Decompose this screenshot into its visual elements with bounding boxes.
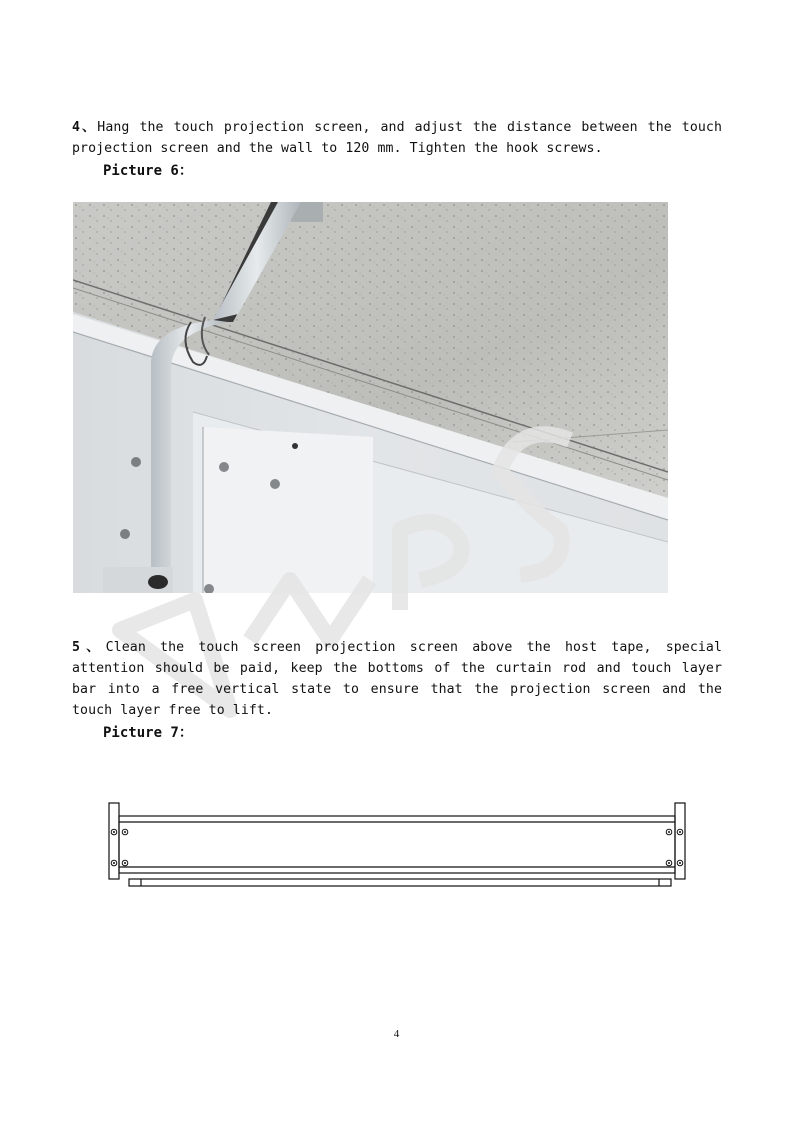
step-5-separator: 、 <box>80 640 106 655</box>
page-number: 4 <box>393 1028 400 1040</box>
step-5-paragraph <box>72 637 722 721</box>
step-4-number: 4 <box>72 120 81 135</box>
step-5-number: 5 <box>72 640 81 655</box>
step-4-separator: 、 <box>80 120 98 135</box>
step-4-paragraph <box>72 117 722 159</box>
installation-photo <box>73 202 668 593</box>
screen-case-diagram <box>105 798 690 890</box>
step-5-text: Clean the touch screen projection screen above the host tape, special attention should be paid, keep the bottoms of the curtain rod and touch layer bar into a free vertical state to ensure that the projection screen and the touch layer free to lift. <box>72 640 722 718</box>
picture-7-caption: Picture 7： <box>103 725 193 741</box>
picture-6-caption: Picture 6： <box>103 163 193 179</box>
step-4-text: Hang the touch projection screen, and adjust the distance between the touch projection screen and the wall to 120 mm. Tighten the hook screws. <box>72 120 722 156</box>
